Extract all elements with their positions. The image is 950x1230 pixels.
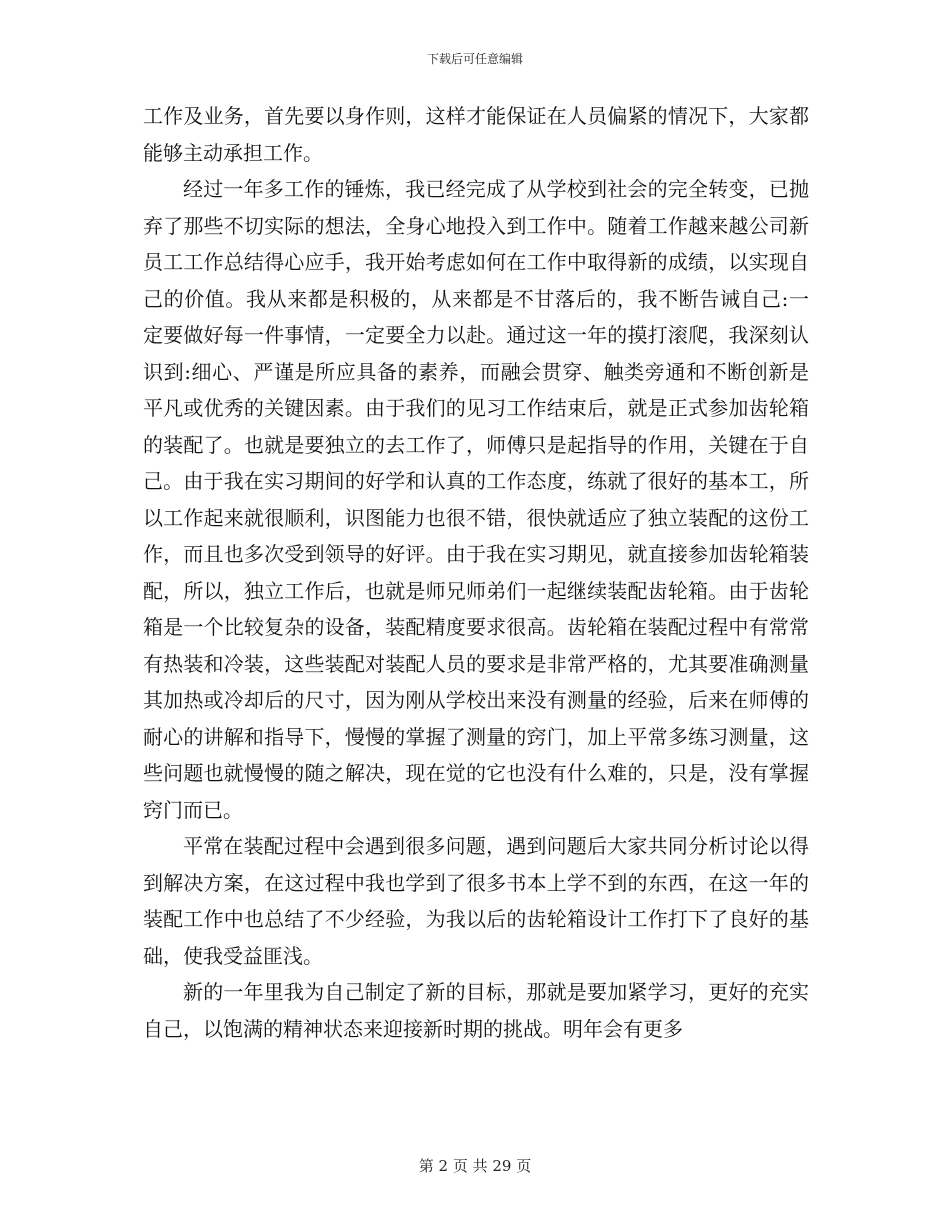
paragraph: 平常在装配过程中会遇到很多问题，遇到问题后大家共同分析讨论以得到解决方案，在这过程中我也学到了很多书本上学不到的东西，在这一年的装配工作中也总结了不少经验，为我以后的齿轮箱设计工作打下了良好的基础，使我受益匪浅。: [143, 834, 809, 968]
paragraph-continuation: 工作及业务，首先要以身作则，这样才能保证在人员偏紧的情况下，大家都能够主动承担工作。: [143, 104, 809, 165]
page-header: 下载后可任意编辑: [426, 52, 523, 66]
paragraph: 经过一年多工作的锤炼，我已经完成了从学校到社会的完全转变，已抛弃了那些不切实际的想法，全身心地投入到工作中。随着工作越来越公司新员工工作总结得心应手，我开始考虑如何在工作中取得新的成绩，以实现自己的价值。我从来都是积极的，从来都是不甘落后的，我不断告诫自己:一定要做好每一件事情，一定要全力以赴。通过这一年的摸打滚爬，我深刻认识到:细心、严谨是所应具备的素养，而融会贯穿、触类旁通和不断创新是平凡或优秀的关键因素。由于我们的见习工作结束后，就是正式参加齿轮箱的装配了。也就是要独立的去工作了，师傅只是起指导的作用，关键在于自己。由于我在实习期间的好学和认真的工作态度，练就了很好的基本工，所以工作起来就很顺利，识图能力也很不错，很快就适应了独立装配的这份工作，而且也多次受到领导的好评。由于我在实习期见，就直接参加齿轮箱装配，所以，独立工作后，也就是师兄师弟们一起继续装配齿轮箱。由于齿轮箱是一个比较复杂的设备，装配精度要求很高。齿轮箱在装配过程中有常常有热装和冷装，这些装配对装配人员的要求是非常严格的，尤其要准确测量其加热或冷却后的尺寸，因为刚从学校出来没有测量的经验，后来在师傅的耐心的讲解和指导下，慢慢的掌握了测量的窍门，加上平常多练习测量，这些问题也就慢慢的随之解决，现在觉的它也没有什么难的，只是，没有掌握窍门而已。: [143, 177, 809, 822]
paragraph: 新的一年里我为自己制定了新的目标，那就是要加紧学习，更好的充实自己，以饱满的精神状态来迎接新时期的挑战。明年会有更多: [143, 980, 809, 1041]
page-footer: 第 2 页 共 29 页: [418, 1157, 532, 1175]
document-body: [143, 98, 809, 1047]
